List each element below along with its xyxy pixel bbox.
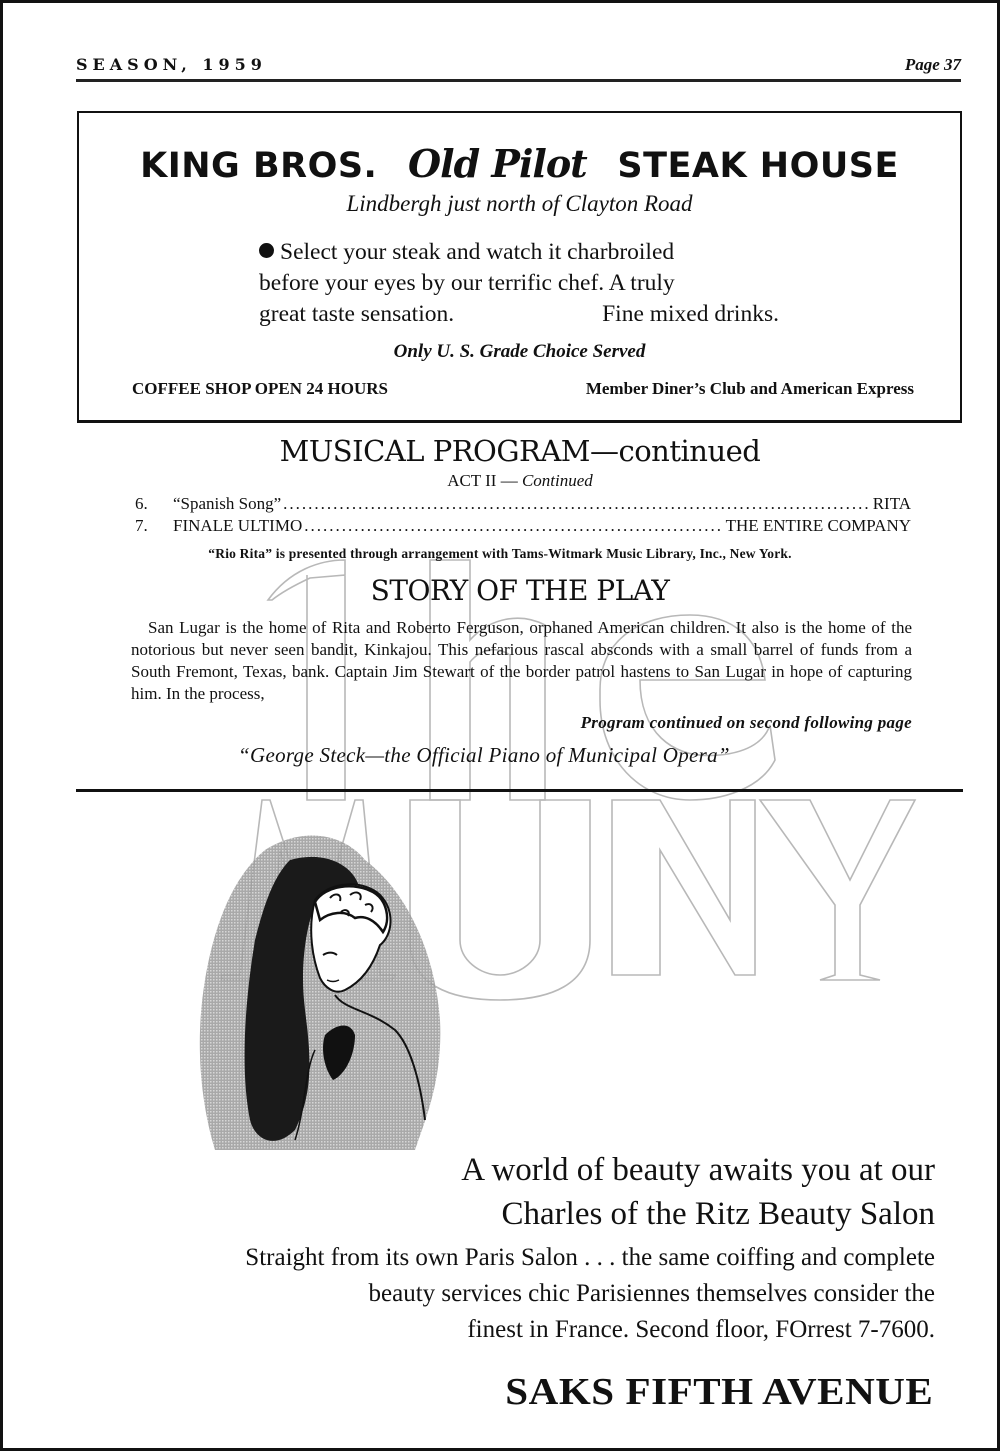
page-number: Page 37 <box>904 55 961 74</box>
coffee-shop-hours: COFFEE SHOP OPEN 24 HOURS <box>132 379 388 398</box>
leader-dots <box>283 494 871 514</box>
copy-text: Fine mixed drinks. <box>602 301 779 327</box>
act-continued: Continued <box>521 471 593 490</box>
story-text: San Lugar is the home of Rita and Roberto Ferguson, orphaned American children. It also is the home of the notorious but never seen bandit, Kinkajou. This nefarious rascal absconds with a small barrel of funds from a South Fremont, Texas, bank. Captain Jim Stewart of the border patrol hastens to San Lugar in hope of capturing him. In the process, <box>131 618 912 703</box>
beauty-headline-2: Charles of the Ritz Beauty Salon <box>501 1196 935 1232</box>
ad-title-steak-house: STEAK HOUSE <box>617 146 899 186</box>
steakhouse-address: Lindbergh just north of Clayton Road <box>346 191 693 216</box>
piano-note: “George Steck—the Official Piano of Municipal Opera” <box>238 743 730 767</box>
program-item-performer: THE ENTIRE COMPANY <box>725 516 911 535</box>
program-item-number: 7. <box>135 516 148 535</box>
steakhouse-ad-title <box>79 141 960 186</box>
section-divider <box>76 789 963 792</box>
steakhouse-grade: Only U. S. Grade Choice Served <box>393 341 646 362</box>
program-item-title: “Spanish Song” <box>173 494 282 513</box>
copy-line-text <box>259 237 674 268</box>
program-item <box>135 494 911 514</box>
rights-note: “Rio Rita” is presented through arrangement with Tams-Witmark Music Library, Inc., New York. <box>208 546 792 561</box>
woman-portrait-illustration <box>195 820 445 1150</box>
copy-line <box>259 237 779 268</box>
program-item-title: FINALE ULTIMO <box>173 516 303 535</box>
program-item-performer: RITA <box>872 494 911 513</box>
copy-text: Select your steak and watch it charbroiled <box>280 239 675 265</box>
member-cards: Member Diner’s Club and American Express <box>585 379 914 398</box>
program-item <box>135 516 911 536</box>
beauty-body-line: Straight from its own Paris Salon . . . the same coiffing and complete <box>245 1244 935 1271</box>
beauty-body-line: beauty services chic Parisiennes themselves consider the <box>368 1280 935 1307</box>
beauty-body-line: finest in France. Second floor, FOrrest 7-7600. <box>467 1316 935 1343</box>
season-label: SEASON, 1959 <box>76 55 267 74</box>
leader-dots <box>304 516 723 536</box>
steakhouse-copy <box>259 237 779 330</box>
beauty-body <box>115 1240 935 1348</box>
musical-program-title: MUSICAL PROGRAM—continued <box>279 434 761 468</box>
continued-note: Program continued on second following page <box>580 713 912 732</box>
copy-text: great taste sensation. <box>259 301 455 327</box>
act-heading <box>0 471 1000 491</box>
copy-text: before your eyes by our terrific chef. A truly <box>259 270 675 296</box>
story-title: STORY OF THE PLAY <box>370 574 670 607</box>
copy-line <box>259 268 779 299</box>
steakhouse-ad <box>77 111 962 423</box>
beauty-headline-1: A world of beauty awaits you at our <box>461 1152 935 1188</box>
bullet-icon <box>259 243 274 258</box>
act-label: ACT II — <box>447 471 518 490</box>
ad-title-king-bros: KING BROS. <box>140 146 378 186</box>
saks-brand: SAKS FIFTH AVENUE <box>504 1371 933 1413</box>
program-item-number: 6. <box>135 494 148 513</box>
ad-title-old-pilot-logo: Old Pilot <box>408 141 587 186</box>
copy-line <box>259 299 779 330</box>
running-head <box>76 55 961 82</box>
